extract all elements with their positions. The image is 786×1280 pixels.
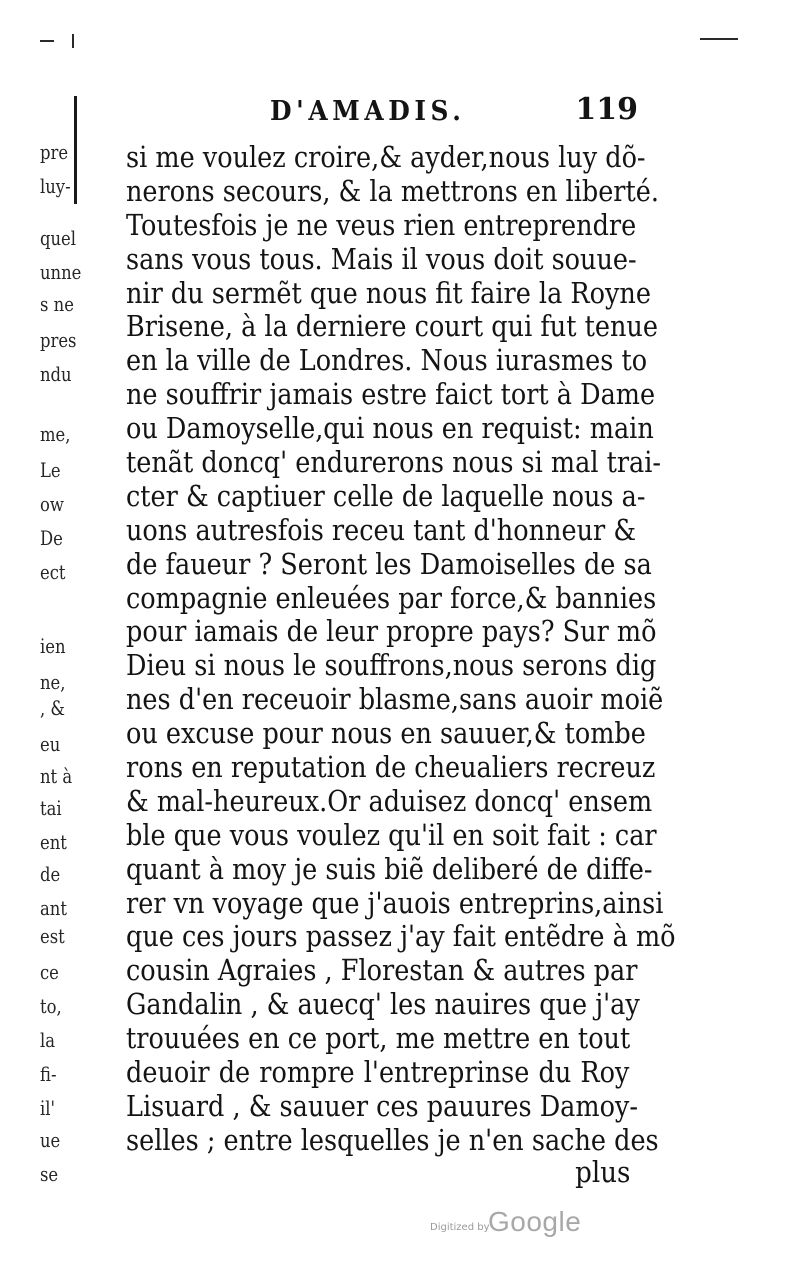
facing-page-fragment: me,: [40, 422, 71, 446]
text-line: ou excuse pour nous en sauuer,& tombe: [126, 716, 646, 751]
facing-page-fragment: quel: [40, 226, 77, 250]
text-line: nes d'en receuoir blasme,sans auoir moiẽ: [126, 682, 664, 717]
facing-page-fragment: est: [40, 924, 65, 948]
body-text: [126, 140, 676, 1158]
facing-page-fragment: unne: [40, 260, 82, 284]
text-line: uons autresfois receu tant d'honneur &: [126, 512, 637, 547]
text-line: rons en reputation de cheualiers recreuz: [126, 750, 656, 785]
text-line: Gandalin , & auecq' les nauires que j'ay: [126, 987, 640, 1022]
facing-page-fragment: ien: [40, 634, 66, 658]
facing-page-fragment: , &: [40, 696, 66, 720]
text-line: nir du sermẽt que nous fit faire la Royne: [126, 275, 651, 310]
facing-page-fragment: nt à: [40, 764, 73, 788]
facing-page-fragment: s ne: [40, 292, 74, 316]
text-line: pour iamais de leur propre pays? Sur mõ: [126, 614, 657, 649]
facing-page-fragment: ce: [40, 960, 59, 984]
facing-page-fragment: ndu: [40, 362, 72, 386]
facing-page-fragment: luy-: [40, 174, 71, 198]
text-line: Brisene, à la derniere court qui fut tenue: [126, 309, 658, 344]
text-line: cter & captiuer celle de laquelle nous a-: [126, 478, 646, 513]
text-line: si me voulez croire,& ayder,nous luy dõ-: [126, 140, 646, 174]
text-line: Dieu si nous le souffrons,nous serons dig: [126, 648, 657, 683]
text-line: compagnie enleuées par force,& bannies: [126, 580, 657, 615]
text-line: de faueur ? Seront les Damoiselles de sa: [126, 546, 652, 581]
facing-page-fragment: ue: [40, 1128, 61, 1152]
text-line: ble que vous voulez qu'il en soit fait : car: [126, 817, 657, 852]
text-line: sans vous tous. Mais il vous doit souue-: [126, 241, 637, 276]
text-line: ne souffrir jamais estre faict tort à Dame: [126, 377, 656, 412]
facing-page-fragment: Le: [40, 458, 61, 482]
catchword: plus: [574, 1155, 630, 1189]
facing-page-fragment: de: [40, 862, 61, 886]
text-line: trouuées en ce port, me mettre en tout: [126, 1021, 631, 1056]
facing-page-fragment: to,: [40, 994, 62, 1018]
top-margin-mark: [40, 40, 54, 42]
facing-page-fragment: tai: [40, 796, 62, 820]
google-watermark: Google: [488, 1206, 582, 1237]
gutter-rule: [74, 96, 77, 204]
text-line: nerons secours, & la mettrons en liberté.: [126, 173, 659, 208]
top-margin-mark: [700, 38, 738, 40]
facing-page-fragment: pre: [40, 140, 69, 164]
facing-page-fragment: ne,: [40, 670, 66, 694]
text-line: que ces jours passez j'ay fait entẽdre à mõ: [126, 919, 676, 954]
facing-page-fragment: ant: [40, 896, 67, 920]
facing-page-fragment: ect: [40, 560, 66, 584]
facing-page-fragment: De: [40, 526, 63, 550]
text-line: & mal-heureux.Or aduisez doncq' ensem: [126, 783, 653, 818]
text-line: Lisuard , & sauuer ces pauures Damoy-: [126, 1088, 638, 1123]
text-line: rer vn voyage que j'auois entreprins,ainsi: [126, 885, 664, 920]
text-line: selles ; entre lesquelles je n'en sache des: [126, 1122, 659, 1157]
page-number: 119: [575, 92, 638, 127]
digitized-by-label: Digitized by: [430, 1222, 490, 1233]
facing-page-fragment: fi-: [40, 1062, 57, 1086]
running-title: D'AMADIS.: [270, 96, 466, 127]
text-line: tenãt doncq' endurerons nous si mal trai-: [126, 445, 662, 480]
text-line: cousin Agraies , Florestan & autres par: [126, 953, 638, 988]
facing-page-fragment: ow: [40, 492, 64, 516]
facing-page-fragment: la: [40, 1028, 56, 1052]
facing-page-fragment: il': [40, 1096, 56, 1120]
facing-page-fragment: eu: [40, 732, 61, 756]
top-margin-mark: [72, 34, 74, 48]
text-line: ou Damoyselle,qui nous en requist: main: [126, 411, 654, 446]
text-line: Toutesfois je ne veus rien entreprendre: [126, 207, 637, 242]
text-line: quant à moy je suis biẽ deliberé de diffe-: [126, 851, 653, 886]
facing-page-fragment: ent: [40, 830, 67, 854]
running-head: [270, 92, 640, 142]
text-line: deuoir de rompre l'entreprinse du Roy: [126, 1055, 630, 1090]
facing-page-fragment: pres: [40, 328, 77, 352]
text-line: en la ville de Londres. Nous iurasmes to: [126, 343, 648, 378]
facing-page-fragment: se: [40, 1162, 59, 1186]
